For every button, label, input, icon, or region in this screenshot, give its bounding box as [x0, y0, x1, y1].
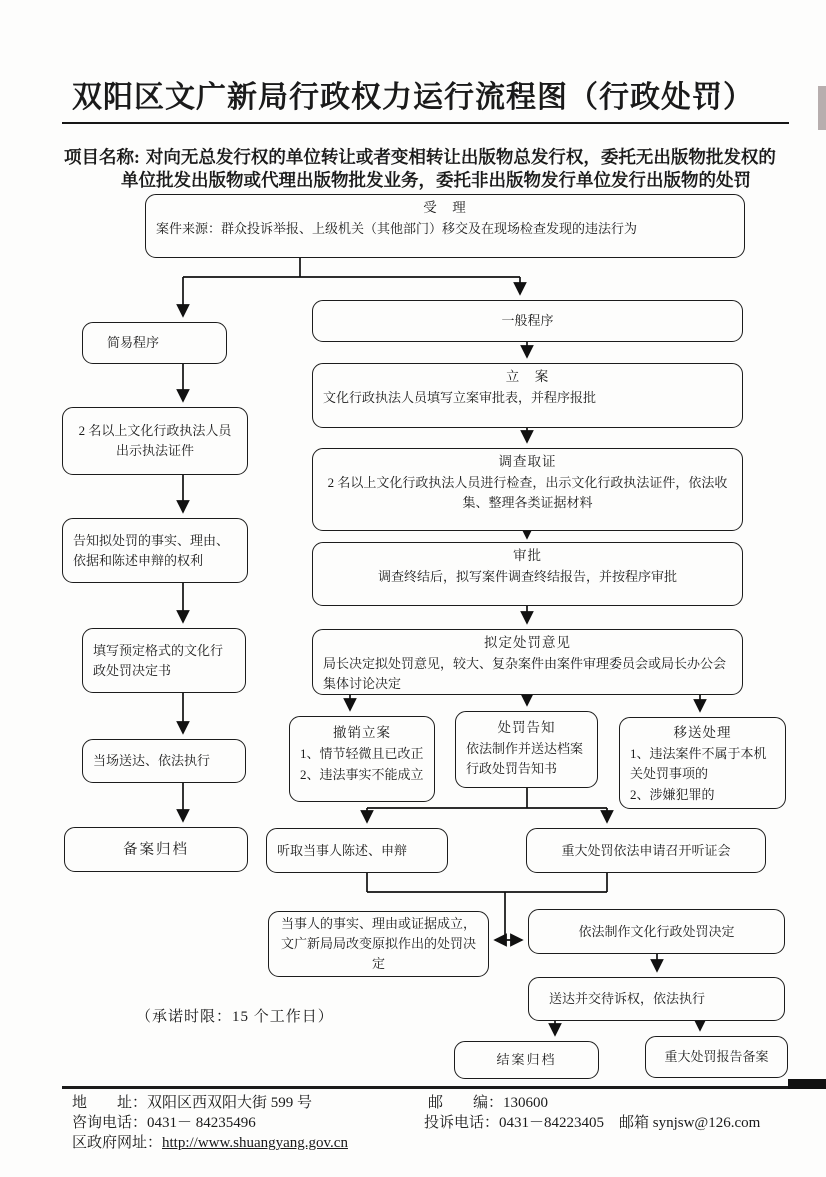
- punish-notice-body: 依法制作并送达档案行政处罚告知书: [466, 741, 584, 776]
- flow-box-make-decision: 依法制作文化行政处罚决定: [528, 909, 785, 954]
- scan-artifact: [818, 86, 826, 130]
- flow-box-hear-statement: 听取当事人陈述、申辩: [266, 828, 448, 873]
- footer-zip: 邮 编：130600: [428, 1095, 549, 1111]
- page-title: 双阳区文广新局行政权力运行流程图（行政处罚）: [72, 81, 754, 114]
- footer-website: [72, 1133, 348, 1153]
- flow-box-fill-decision: 填写预定格式的文化行政处罚决定书: [82, 628, 246, 693]
- flow-box-approval: [312, 542, 743, 606]
- withdraw-item: 1、情节轻微且已改正: [300, 746, 424, 761]
- flow-box-general-procedure: 一般程序: [312, 300, 743, 342]
- flow-box-investigation: [312, 448, 743, 531]
- flow-box-transfer: [619, 717, 786, 809]
- transfer-item: 1、违法案件不属于本机关处罚事项的: [630, 746, 767, 781]
- footer-website-link[interactable]: http://www.shuangyang.gov.cn: [162, 1135, 348, 1151]
- draft-opinion-title: 拟定处罚意见: [484, 635, 571, 650]
- project-name: [64, 146, 792, 193]
- flow-box-hearing: 重大处罚依法申请召开听证会: [526, 828, 766, 873]
- approval-body: 调查终结后，拟写案件调查终结报告，并按程序审批: [377, 569, 677, 584]
- withdraw-item: 2、违法事实不能成立: [300, 767, 424, 782]
- flow-box-accept: [145, 194, 745, 258]
- project-name-label: 项目名称:: [64, 146, 140, 167]
- flow-box-close-case: 结案归档: [454, 1041, 599, 1079]
- case-filing-title: 立 案: [505, 369, 550, 384]
- flow-box-change-decision: 当事人的事实、理由或证据成立，文广新局局改变原拟作出的处罚决定: [268, 911, 489, 977]
- title-divider: [62, 122, 789, 124]
- footer-address: 地 址：双阳区西双阳大街 599 号: [72, 1095, 313, 1111]
- flow-box-show-credentials: 2 名以上文化行政执法人员出示执法证件: [62, 407, 248, 475]
- approval-title: 审批: [513, 548, 542, 563]
- flow-box-case-filing: [312, 363, 743, 428]
- time-limit-note: （承诺时限：15 个工作日）: [136, 1009, 334, 1025]
- flow-box-inform-rights: 告知拟处罚的事实、理由、依据和陈述申辩的权利: [62, 518, 248, 583]
- project-name-text: 对向无总发行权的单位转让或者变相转让出版物总发行权，委托无出版物批发权的单位批发出版物或代理出版物批发业务，委托非出版物发行单位发行出版物的处罚: [121, 146, 776, 190]
- investigation-title: 调查取证: [498, 454, 557, 469]
- flow-box-deliver-execute: 送达并交待诉权，依法执行: [528, 977, 785, 1021]
- case-filing-body: 文化行政执法人员填写立案审批表，并程序报批: [323, 390, 597, 405]
- scan-artifact: [788, 1079, 826, 1089]
- footer-website-label: 区政府网址：: [72, 1135, 163, 1151]
- accept-title: 受 理: [423, 200, 467, 215]
- draft-opinion-body: 局长决定拟处罚意见，较大、复杂案件由案件审理委员会或局长办公会集体讨论决定: [323, 656, 727, 691]
- flow-box-file-record: 备案归档: [64, 827, 248, 872]
- transfer-item: 2、涉嫌犯罪的: [630, 787, 715, 802]
- footer-complaint-phone: 投诉电话：0431－84223405 邮箱 synjsw@126.com: [424, 1115, 761, 1131]
- flow-box-draft-opinion: [312, 629, 743, 695]
- accept-body: 案件来源：群众投诉举报、上级机关（其他部门）移交及在现场检查发现的违法行为: [156, 221, 638, 236]
- flow-box-simple-procedure: 简易程序: [82, 322, 227, 364]
- punish-notice-title: 处罚告知: [497, 720, 556, 735]
- flow-box-major-report: 重大处罚报告备案: [645, 1036, 788, 1078]
- transfer-title: 移送处理: [673, 725, 732, 740]
- footer-divider: [62, 1086, 826, 1089]
- footer-consult-phone: 咨询电话：0431－ 84235496: [72, 1115, 256, 1131]
- flow-box-withdraw-case: [289, 716, 435, 802]
- flow-box-punish-notice: [455, 711, 598, 788]
- investigation-body: 2 名以上文化行政执法人员进行检查，出示文化行政执法证件，依法收集、整理各类证据材料: [327, 475, 728, 510]
- flow-box-onsite-delivery: 当场送达、依法执行: [82, 739, 246, 783]
- withdraw-title: 撤销立案: [333, 725, 391, 740]
